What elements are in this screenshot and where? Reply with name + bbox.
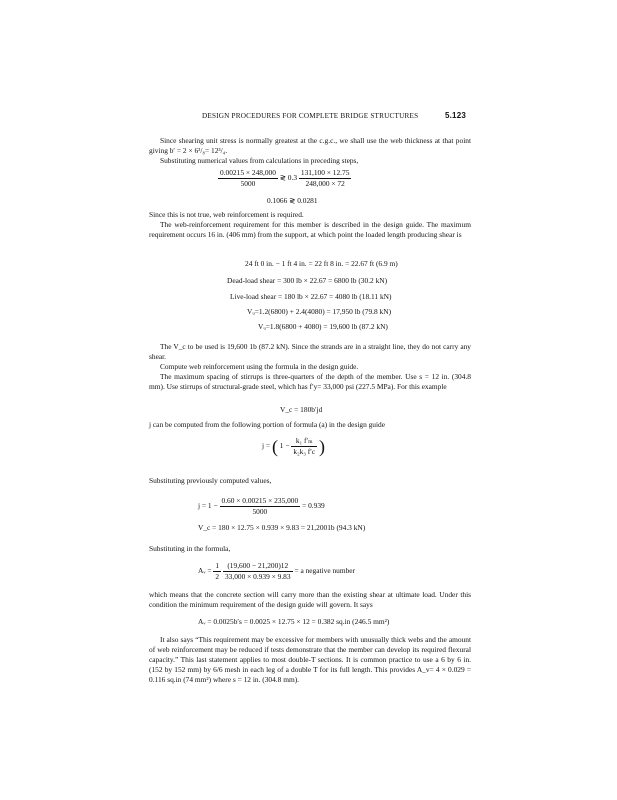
paragraph-12: It also says “This requirement may be excessive for members with unusually thick webs and the amount of web reinforcement may be reduced if tests demonstrate that the member can develop its required flexural capacity.” This last statement applies to most double-T sections. It is common practice to use a 6 by 6 in. (152 by 152 mm) by 6/6 mesh in each leg of a double T for its full length. This provides A_v= 4 × 0.029 = 0.116 sq.in (74 mm²) where s = 12 in. (304.8 mm). [149,635,471,685]
paragraph-group-3 [149,342,471,392]
equation-vc-formula: V_c = 180b′jd [280,405,323,414]
equation-j-calc [198,496,325,517]
paragraph-group-4 [149,420,471,430]
paragraph-9: Substituting previously computed values, [149,476,272,485]
paragraph-group-5 [149,476,471,486]
fraction-a-numerator: 0.00215 × 248,000 [220,168,276,177]
j2-fraction [220,496,301,517]
av-fraction-numerator: (19,600 − 21,200)12 [223,561,293,572]
fraction-b [299,168,352,189]
running-title: DESIGN PROCEDURES FOR COMPLETE BRIDGE STRUCTURES [202,112,419,120]
paragraph-2: Substituting numerical values from calculations in preceding steps, [160,156,359,166]
j-lhs: j = [262,441,271,451]
right-paren-icon: ) [318,436,325,457]
fraction-a-denominator: 5000 [240,179,256,188]
page-number: 5.123 [444,111,466,120]
paragraph-3: Since this is not true, web reinforcement is required. [149,210,304,219]
paragraph-1: Since shearing unit stress is normally greatest at the c.g.c., we shall use the web thickness at that point giving b′ = 2 × 6³/₈= 12³/₄. [149,136,471,156]
equation-vc-calc: V_c = 180 × 12.75 × 0.939 × 9.83 = 21,2001b (94.3 kN) [198,523,366,532]
av-half-fraction [213,561,221,582]
paragraph-7: The maximum spacing of stirrups is three-quarters of the depth of the member. Use s = 12 in. (304.8 mm). Use stirrups of structural-grade steel, which has f′y= 33,000 psi (227.5 MPa). For this example [149,372,471,392]
equation-loaded-length: 24 ft 0 in. − 1 ft 4 in. = 22 ft 8 in. = 22.67 ft (6.9 m) [245,259,398,268]
av-lhs: Aᵥ = [198,566,212,576]
equation-vu-2: Vᵤ=1.8(6800 + 4080) = 19,600 lb (87.2 kN) [258,322,388,331]
fraction-b-denominator: 248,000 × 72 [305,179,345,188]
j2-fraction-numerator: 0.60 × 0.00215 × 235,000 [221,496,299,505]
running-header [150,112,466,124]
paragraph-group-6 [149,544,471,554]
j-fraction [291,436,317,457]
paragraph-11: which means that the concrete section will carry more than the existing shear at ultimate load. Under this condition the minimum requirement of the design guide will govern. It says [149,590,471,610]
equation-j-formula [262,436,325,457]
fraction-b-numerator: 131,100 × 12.75 [300,168,350,177]
relation-symbol: ≷ 0.3 [279,173,298,183]
paragraph-group-1 [149,136,471,166]
paragraph-6: Compute web reinforcement using the formula in the design guide. [160,362,359,372]
equation-dead-load-shear: Dead-load shear = 300 lb × 22.67 = 6800 lb (30.2 kN) [227,276,388,285]
av-half-denominator: 2 [215,572,220,581]
paragraph-5: The V_c to be used is 19,600 1b (87.2 kN). Since the strands are in a straight line, they do not carry any shear. [149,342,471,362]
left-paren-icon: ( [271,436,278,457]
equation-live-load-shear: Live-load shear = 180 lb × 22.67 = 4080 lb (18.11 kN) [230,292,392,301]
equation-av-calc [198,561,355,582]
paragraph-10: Substituting in the formula, [149,544,231,553]
j-fraction-denominator: k₂k₃ f′c [293,447,316,456]
j-one-minus: 1 − [279,441,290,451]
av-fraction-denominator: 33,000 × 0.939 × 9.83 [224,572,291,581]
paragraph-group-7 [149,590,471,610]
equation-av-minimum: Aᵥ = 0.0025b′s = 0.0025 × 12.75 × 12 = 0.382 sq.in (246.5 mm²) [198,617,390,626]
equation-shear-result: 0.1066 ≷ 0.0281 [267,196,318,205]
paragraph-group-2 [149,210,471,240]
j2-rhs: = 0.939 [302,501,325,511]
paragraph-4: The web-reinforcement requirement for this member is described in the design guide. The maximum requirement occurs 16 in. (406 mm) from the support, at which point the loaded length producing shear is [149,220,471,240]
j-fraction-numerator: k₁ f′ₘ [291,436,317,447]
paragraph-group-8 [149,635,471,685]
j2-lhs: j = 1 − [198,501,218,511]
equation-vu-1: Vᵤ=1.2(6800) + 2.4(4080) = 17,950 lb (79.8 kN) [247,307,392,316]
j2-fraction-denominator: 5000 [252,507,268,516]
av-rhs: = a negative number [294,566,356,576]
fraction-a [218,168,278,189]
av-half-numerator: 1 [215,561,220,570]
paragraph-8: j can be computed from the following portion of formula (a) in the design guide [149,420,386,429]
av-fraction [223,561,293,582]
equation-shear-check [218,168,351,189]
